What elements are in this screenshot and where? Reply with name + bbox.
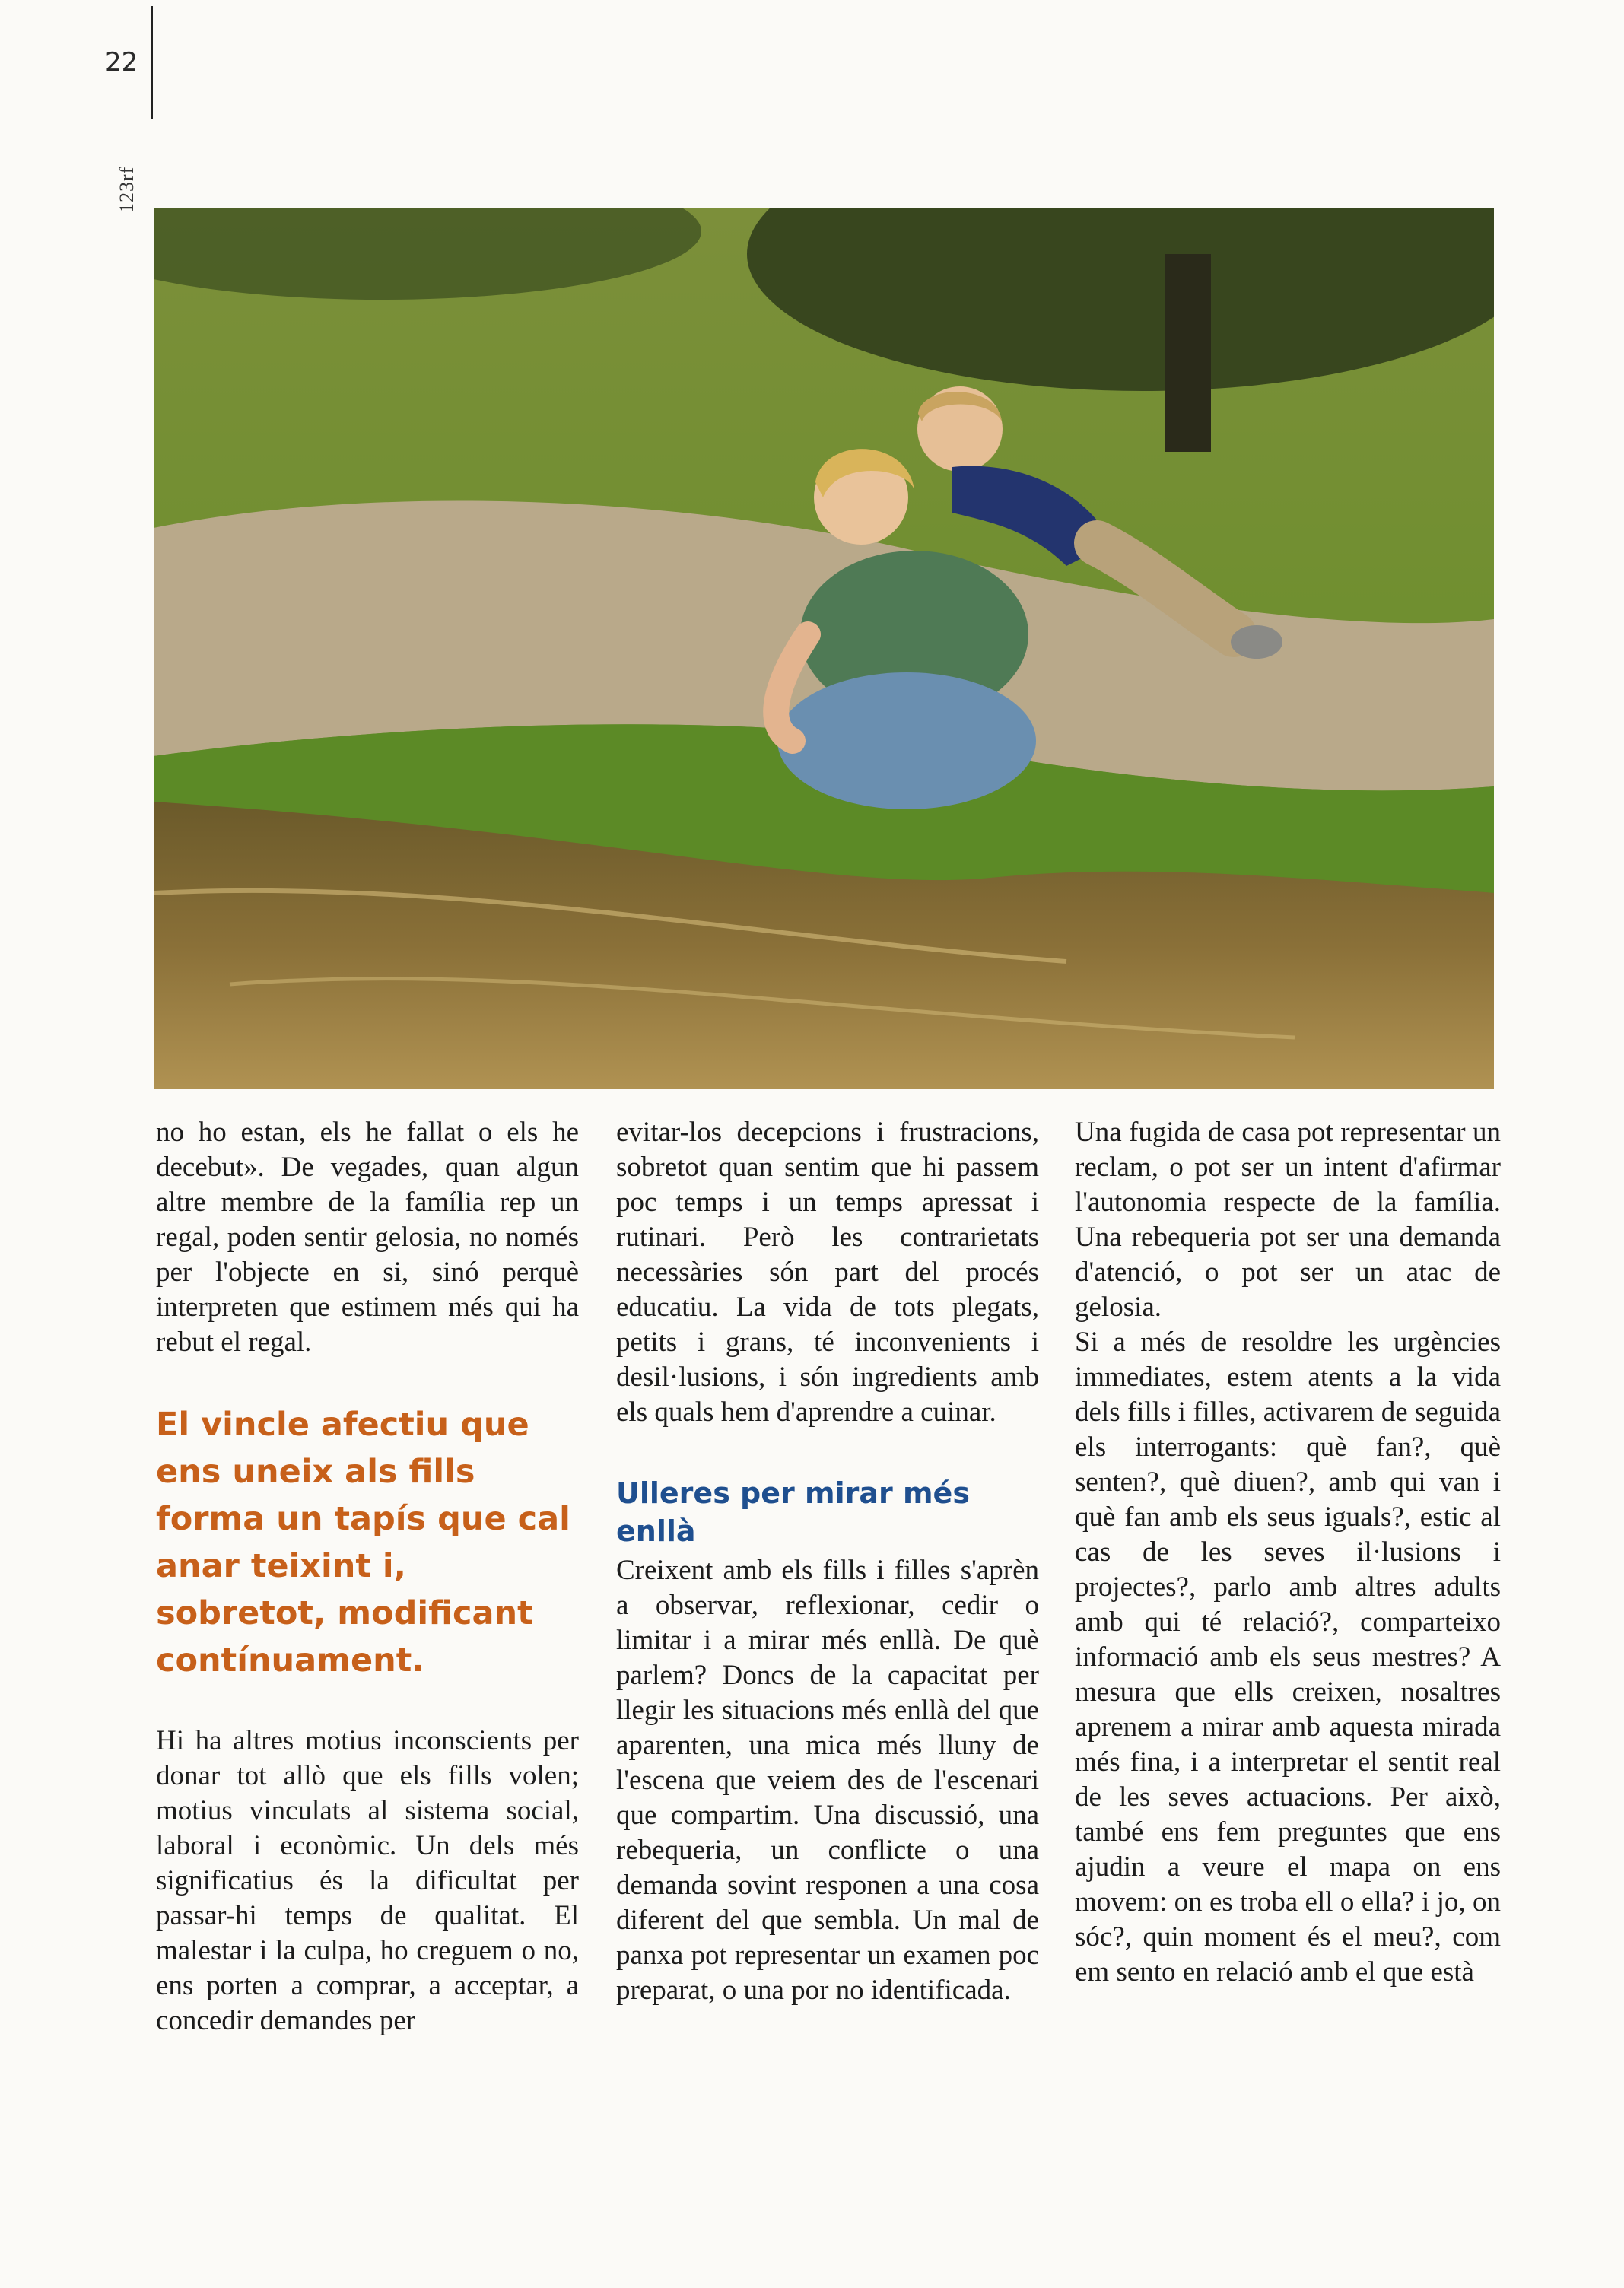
photo-mother-and-son-icon [154,208,1494,1089]
body-paragraph: Creixent amb els fills i filles s'aprèn a observar, reflexionar, cedir o limitar i a mirar més enllà. De què parlem? Doncs de la capacitat per llegir les situacions més enllà del que aparenten, una mica més lluny de l'escena que veiem des de l'escenari que compartim. Una discussió, una rebequeria, un conflicte o una demanda sovint responen a una cosa diferent del que sembla. Un mal de panxa pot representar un examen poc preparat, o una por no identificada. [616,1555,1039,2006]
header-rule [151,6,153,119]
page-number: 22 [105,47,138,78]
article-column-3 [1075,1115,1501,1990]
body-paragraph: Una fugida de casa pot representar un reclam, o pot ser un intent d'afirmar l'autonomia respecte de la família. Una rebequeria pot ser una demanda d'atenció, o pot ser un atac de gelosia. [1075,1117,1501,1323]
body-paragraph: no ho estan, els he fallat o els he decebut». De vegades, quan algun altre membre de la família rep un regal, poden sentir gelosia, no només per l'objecte en si, sinó perquè interpreten que estimem més qui ha rebut el regal. [156,1117,579,1358]
section-subheading: Ulleres per mirar més enllà [616,1476,970,1548]
body-paragraph: Si a més de resoldre les urgències immediates, estem atents a la vida dels fills i filles, activarem de seguida els interrogants: què fan?, què senten?, què diuen?, amb qui van i què fan amb els seus iguals?, estic al cas de les seves il·lusions i projectes?, parlo amb altres adults amb qui té relació?, comparteixo informació amb els seus mestres? A mesura que ells creixen, nosaltres aprenem a mirar amb aquesta mirada més fina, i a interpretar el sentit real de les seves actuacions. Per això, també ens fem preguntes que ens ajudin a veure el mapa on ens movem: on es troba ell o ella? i jo, on sóc?, quin moment és el meu?, com em sento en relació amb el que està [1075,1327,1501,1988]
article-photo [154,208,1494,1089]
photo-credit: 123rf [116,166,138,213]
pull-quote: El vincle afectiu que ens uneix als fills forma un tapís que cal anar teixint i, sobretot, modificant contínuament. [156,1406,570,1679]
body-paragraph: evitar-los decepcions i frustracions, sobretot quan sentim que hi passem poc temps i un temps apressat i rutinari. Però les contrarietats necessàries són part del procés educatiu. La vida de tots plegats, petits i grans, té inconvenients i desil·lusions, i són ingredients amb els quals hem d'aprendre a cuinar. [616,1117,1039,1428]
article-column-1 [156,1115,579,2039]
article-column-2 [616,1115,1039,2008]
body-paragraph: Hi ha altres motius inconscients per donar tot allò que els fills volen; motius vinculats al sistema social, laboral i econòmic. Un dels més significatius és la dificultat per passar-hi temps de qualitat. El malestar i la culpa, ho creguem o no, ens porten a comprar, a acceptar, a concedir demandes per [156,1725,579,2036]
